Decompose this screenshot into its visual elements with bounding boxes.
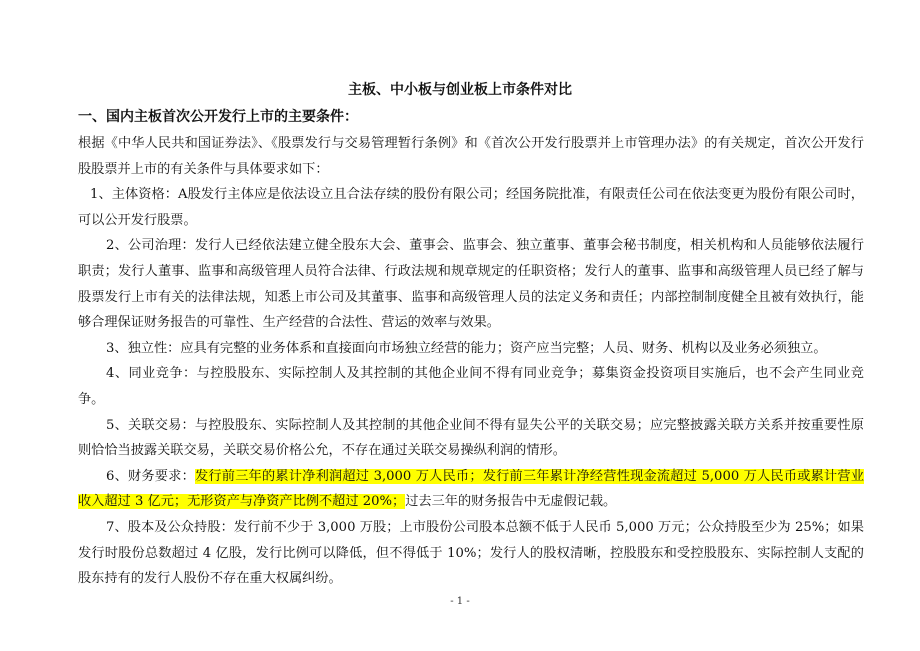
item-1-paragraph: 1、主体资格：A股发行主体应是依法设立且合法存续的股份有限公司；经国务院批准，有限责任公司在依法变更为股份有限公司时，可以公开发行股票。 [78, 187, 864, 228]
item-7-paragraph: 7、股本及公众持股：发行前不少于 3,000 万股；上市股份公司股本总额不低于人民币 5,000 万元；公众持股至少为 25%；如果发行时股份总数超过 4 亿股，发行比例可以降低，但不得低于 10%；发行人的股权清晰，控股股东和受控股股东、实际控制人支配的股东持有的发行人股份不存在重大权属纠纷。 [78, 519, 864, 587]
item-4-paragraph: 4、同业竞争：与控股股东、实际控制人及其控制的其他企业间不得有同业竞争；募集资金投资项目实施后，也不会产生同业竞争。 [78, 366, 864, 407]
document-title: 主板、中小板与创业板上市条件对比 [348, 82, 572, 98]
item-6-suffix: 过去三年的财务报告中无虚假记载。 [405, 494, 617, 510]
section-heading: 一、国内主板首次公开发行上市的主要条件： [78, 109, 358, 125]
intro-paragraph: 根据《中华人民共和国证券法》、《股票发行与交易管理暂行条例》和《首次公开发行股票并上市管理办法》的有关规定，首次公开发行股股票并上市的有关条件与具体要求如下： [78, 136, 864, 177]
item-3-paragraph: 3、独立性：应具有完整的业务体系和直接面向市场独立经营的能力；资产应当完整；人员、财务、机构以及业务必须独立。 [106, 340, 827, 356]
document-body [78, 131, 864, 592]
item-5-paragraph: 5、关联交易：与控股股东、实际控制人及其控制的其他企业间不得有显失公平的关联交易；应完整披露关联方关系并按重要性原则恰恰当披露关联交易，关联交易价格公允，不存在通过关联交易操纵利润的情形。 [78, 417, 864, 459]
item-6-prefix: 6、财务要求： [106, 468, 195, 484]
item-2-paragraph: 2、公司治理：发行人已经依法建立健全股东大会、董事会、监事会、独立董事、董事会秘书制度，相关机构和人员能够依法履行职责；发行人董事、监事和高级管理人员符合法律、行政法规和规章规定的任职资格；发行人的董事、监事和高级管理人员已经了解与股票发行上市有关的法律法规，知悉上市公司及其董事、监事和高级管理人员的法定义务和责任；内部控制制度健全且被有效执行，能够合理保证财务报告的可靠性、生产经营的合法性、营运的效率与效果。 [78, 238, 864, 331]
item-6-highlighted-text: 发行前三年的累计净利润超过 3,000 万人民币；发行前三年累计净经营性现金流超过 5,000 万人民币或累计营业收入超过 3 亿元；无形资产与净资产比例不超过 20%； [78, 468, 865, 510]
page-number: - 1 - [450, 596, 470, 607]
item-6-paragraph [78, 464, 864, 515]
